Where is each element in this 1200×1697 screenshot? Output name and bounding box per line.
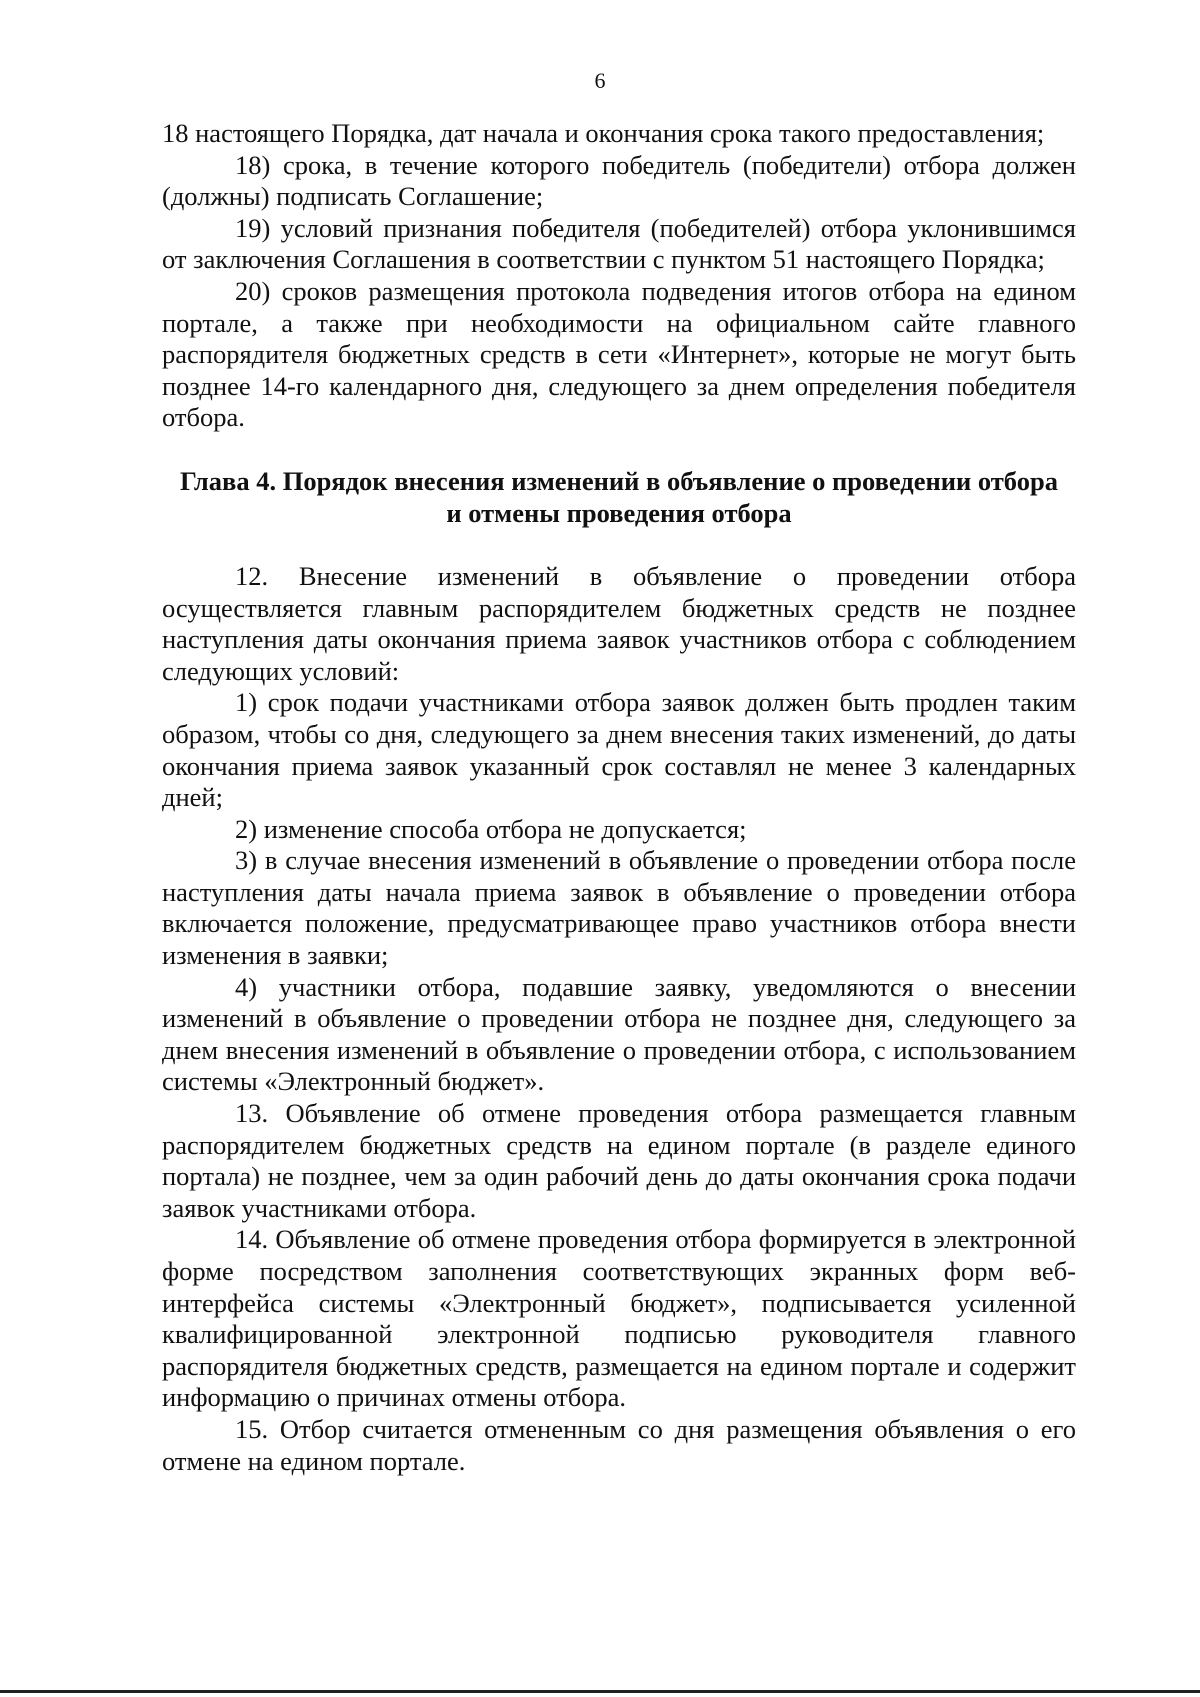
clause-12-item-1: 1) срок подачи участниками отбора заявок должен быть продлен таким образом, чтобы со дня, следующего за днем внесения таких изменений, до даты окончания приема заявок указанный срок составлял не менее 3 календарных дней; (162, 687, 1076, 813)
chapter-heading (162, 465, 1076, 529)
clause-14: 14. Объявление об отмене проведения отбора формируется в электронной форме посредством заполнения соответствующих экранных форм веб-интерфейса системы «Электронный бюджет», подписывается усиленной квалифицированной электронной подписью руководителя главного распорядителя бюджетных средств, размещается на едином портале и содержит информацию о причинах отмены отбора. (162, 1224, 1076, 1413)
list-item-19: 19) условий признания победителя (победителей) отбора уклонившимся от заключения Соглашения в соответствии с пунктом 51 настоящего Порядка; (162, 212, 1076, 275)
paragraphs-after-heading (162, 561, 1076, 1477)
clause-15: 15. Отбор считается отмененным со дня размещения объявления о его отмене на едином портале. (162, 1413, 1076, 1476)
clause-12-item-2: 2) изменение способа отбора не допускается; (235, 813, 747, 844)
clause-12-item-4: 4) участники отбора, подавшие заявку, уведомляются о внесении изменений в объявление о проведении отбора не позднее дня, следующего за днем внесения изменений в объявление о проведении отбора, с использованием системы «Электронный бюджет». (162, 971, 1076, 1097)
list-item-20: 20) сроков размещения протокола подведения итогов отбора на едином портале, а также при необходимости на официальном сайте главного распорядителя бюджетных средств в сети «Интернет», которые не могут быть позднее 14-го календарного дня, следующего за днем определения победителя отбора. (162, 275, 1076, 433)
paragraphs-before-heading (162, 118, 1076, 434)
clause-13: 13. Объявление об отмене проведения отбора размещается главным распорядителем бюджетных средств на едином портале (в разделе единого портала) не позднее, чем за один рабочий день до даты окончания срока подачи заявок участниками отбора. (162, 1098, 1076, 1223)
clause-12-item-3: 3) в случае внесения изменений в объявление о проведении отбора после наступления даты начала приема заявок в объявление о проведении отбора включается положение, предусматривающее право участников отбора внести изменения в заявки; (162, 845, 1076, 971)
spacer (162, 434, 1076, 465)
page-number: 6 (594, 68, 606, 93)
spacer (162, 529, 1076, 561)
chapter-heading-line-2: и отмены проведения отбора (446, 497, 792, 528)
chapter-heading-line-1: Глава 4. Порядок внесения изменений в объявление о проведении отбора (180, 465, 1058, 496)
page-bottom-border (0, 1690, 1200, 1693)
list-item-18: 18) срока, в течение которого победитель (победители) отбора должен (должны) подписать Соглашение; (162, 149, 1076, 212)
paragraph-continuation: 18 настоящего Порядка, дат начала и окончания срока такого предоставления; (162, 118, 1045, 148)
clause-12: 12. Внесение изменений в объявление о проведении отбора осуществляется главным распорядителем бюджетных средств не позднее наступления даты окончания приема заявок участников отбора с соблюдением следующих условий: (162, 560, 1076, 686)
document-body (162, 118, 1076, 1477)
